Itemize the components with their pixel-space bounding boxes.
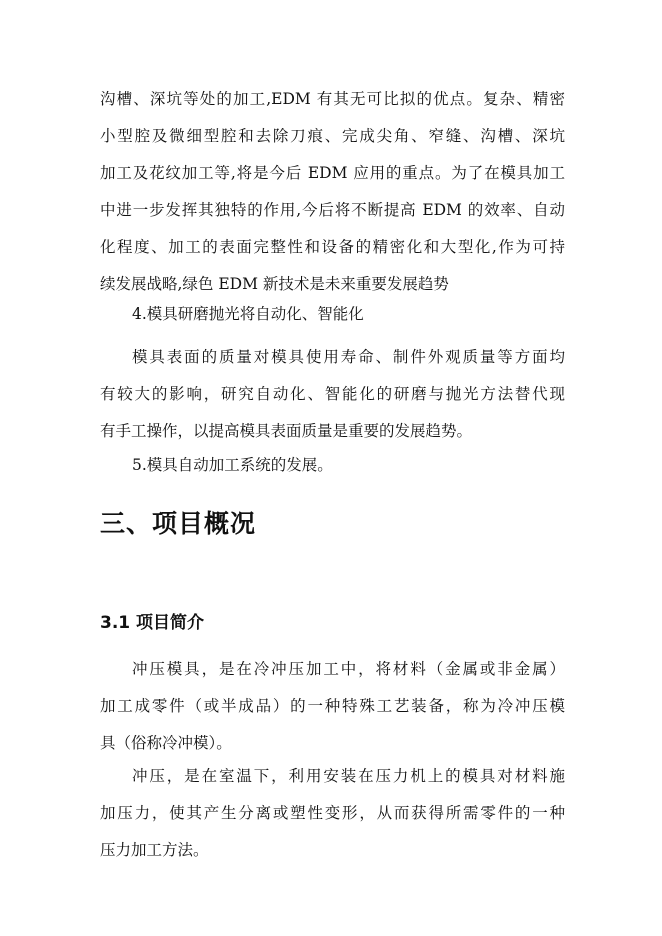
- text-line: 加压力，使其产生分离或塑性变形，从而获得所需零件的一种: [100, 804, 565, 822]
- text-line: 压力加工方法。: [100, 841, 209, 859]
- list-item-4: 4.模具研磨抛光将自动化、智能化: [132, 305, 364, 323]
- paragraph-stamping-die: [100, 651, 565, 762]
- text-line: 中进一步发挥其独特的作用,今后将不断提高 EDM 的效率、自动: [100, 201, 565, 219]
- text-line: 沟槽、深坑等处的加工,EDM 有其无可比拟的优点。复杂、精密: [100, 90, 565, 108]
- list-item-5: 5.模具自动加工系统的发展。: [132, 456, 333, 474]
- paragraph-edm: [100, 81, 565, 303]
- text-line: 续发展战略,绿色 EDM 新技术是未来重要发展趋势: [100, 275, 449, 293]
- text-line: 化程度、加工的表面完整性和设备的精密化和大型化,作为可持: [100, 238, 565, 256]
- paragraph-polishing: [100, 339, 565, 450]
- text-line: 加工及花纹加工等,将是今后 EDM 应用的重点。为了在模具加工: [100, 164, 565, 182]
- text-line: 模具表面的质量对模具使用寿命、制件外观质量等方面均: [132, 348, 565, 366]
- text-line: 有手工操作，以提高模具表面质量是重要的发展趋势。: [100, 422, 473, 440]
- text-line: 冲压，是在室温下，利用安装在压力机上的模具对材料施: [132, 767, 565, 785]
- text-line: 小型腔及微细型腔和去除刀痕、完成尖角、窄缝、沟槽、深坑: [100, 127, 565, 145]
- subsection-heading: 3.1 项目简介: [100, 613, 205, 633]
- section-heading: 三、项目概况: [100, 509, 257, 538]
- text-line: 有较大的影响，研究自动化、智能化的研磨与抛光方法替代现: [100, 385, 565, 403]
- text-line: 具（俗称冷冲模）。: [100, 734, 232, 752]
- paragraph-stamping: [100, 758, 565, 869]
- text-line: 冲压模具，是在冷冲压加工中，将材料（金属或非金属）: [132, 660, 565, 678]
- text-line: 加工成零件（或半成品）的一种特殊工艺装备，称为冷冲压模: [100, 697, 565, 715]
